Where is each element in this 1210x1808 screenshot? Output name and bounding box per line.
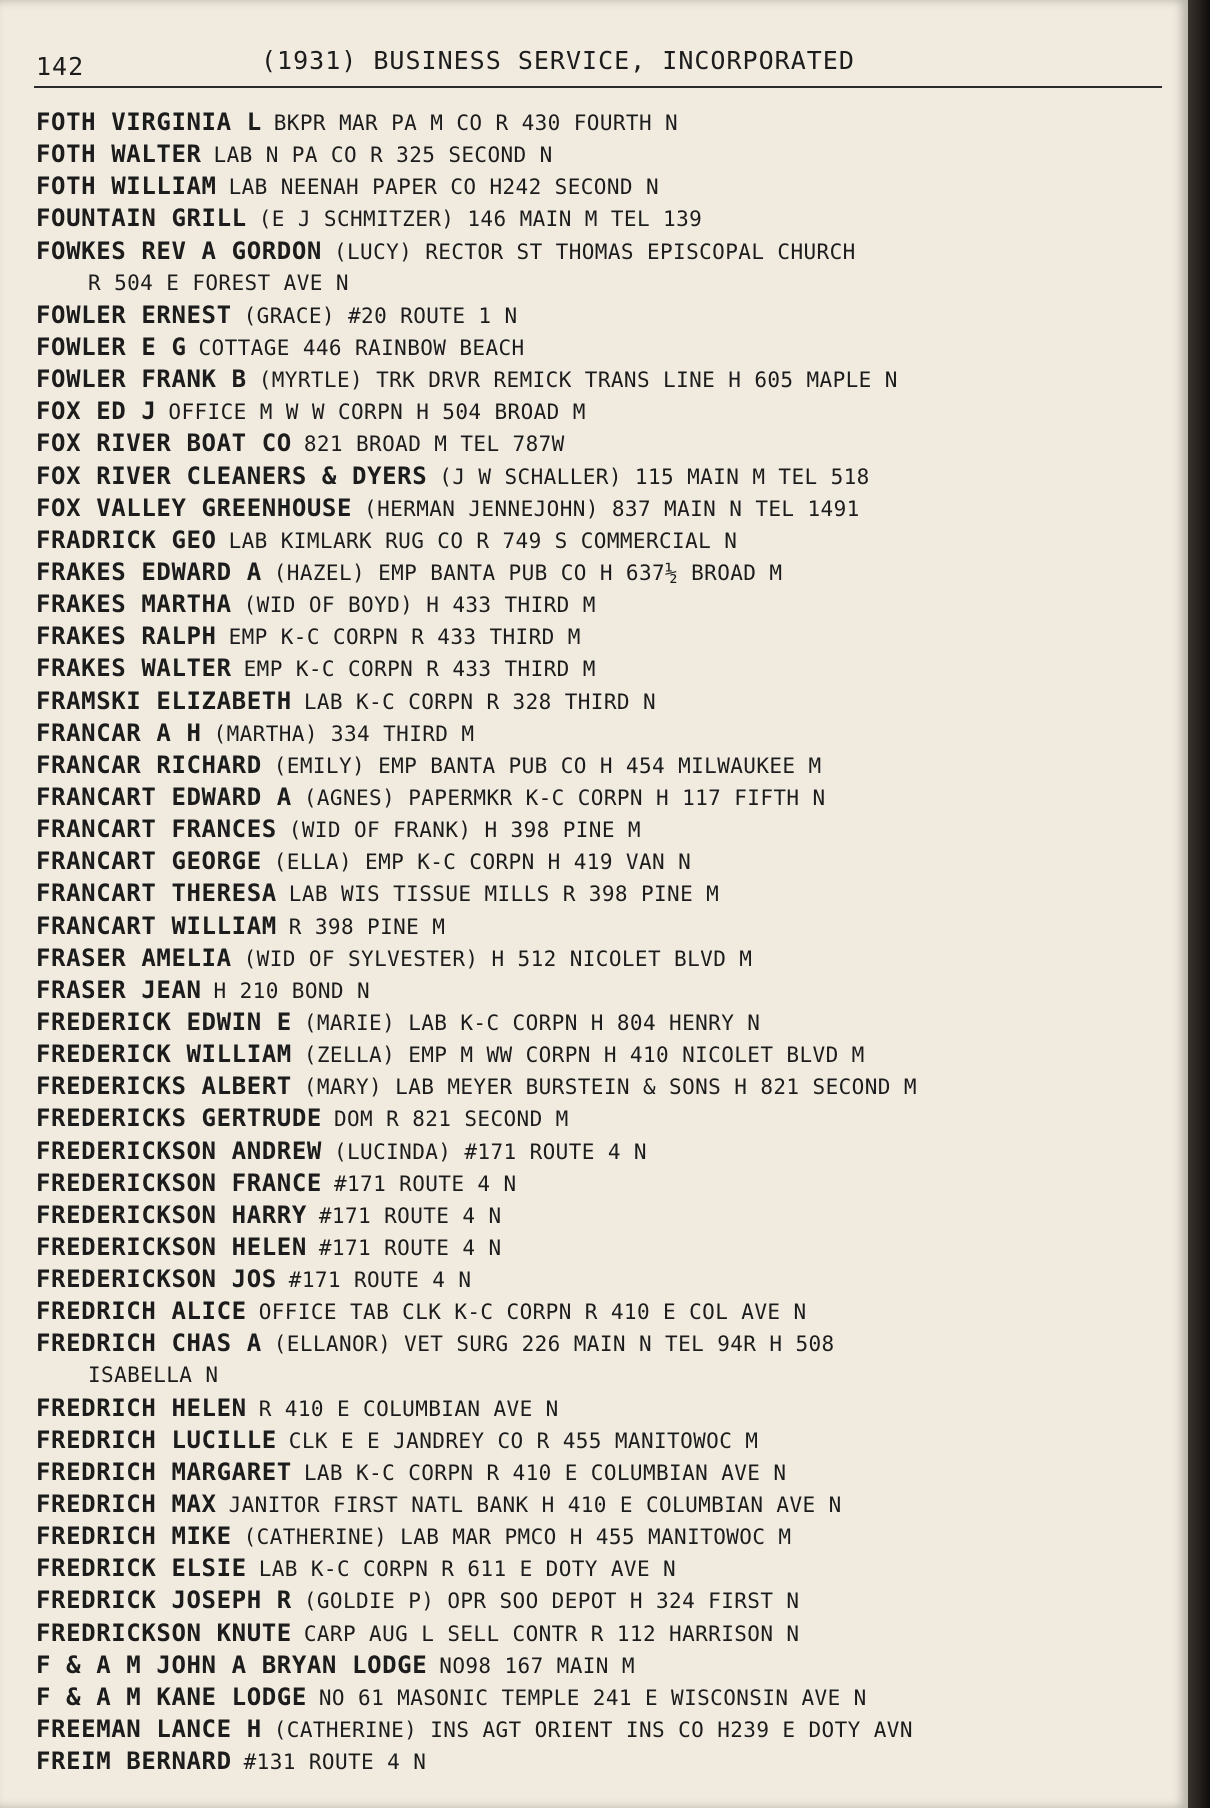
entry-detail: (J W SCHALLER) 115 MAIN M TEL 518 bbox=[439, 464, 870, 489]
book-gutter bbox=[1188, 0, 1210, 1808]
directory-entry bbox=[36, 1359, 1176, 1391]
entry-detail: (GOLDIE P) OPR SOO DEPOT H 324 FIRST N bbox=[303, 1589, 800, 1614]
directory-entry bbox=[36, 138, 1176, 170]
directory-entry bbox=[36, 1006, 1176, 1038]
entry-name: FREDRICH MARGARET bbox=[36, 1457, 292, 1486]
directory-entry bbox=[36, 395, 1176, 427]
entry-detail: R 398 PINE M bbox=[288, 914, 446, 939]
entry-name: FOX VALLEY GREENHOUSE bbox=[36, 493, 353, 522]
entry-detail: #171 ROUTE 4 N bbox=[318, 1203, 502, 1228]
entry-detail: DOM R 821 SECOND M bbox=[333, 1107, 569, 1132]
entry-name: FRANCAR A H bbox=[36, 718, 202, 747]
entry-name: FRAKES WALTER bbox=[36, 654, 232, 683]
entry-name: FOX RIVER CLEANERS & DYERS bbox=[36, 461, 428, 490]
entry-detail: OFFICE M W W CORPN H 504 BROAD M bbox=[168, 400, 586, 425]
entry-name: FREDRICH CHAS A bbox=[36, 1329, 262, 1358]
directory-entry bbox=[36, 877, 1176, 909]
directory-entry bbox=[36, 1488, 1176, 1520]
entry-detail: (WID OF SYLVESTER) H 512 NICOLET BLVD M bbox=[243, 946, 753, 971]
directory-entry bbox=[36, 1263, 1176, 1295]
directory-entry bbox=[36, 1456, 1176, 1488]
entry-name: FREDRICH ALICE bbox=[36, 1297, 247, 1326]
directory-entry bbox=[36, 106, 1176, 138]
entry-name: FRANCART WILLIAM bbox=[36, 911, 277, 940]
entry-name: FREDERICKSON HARRY bbox=[36, 1200, 307, 1229]
entry-name: FREDRICH HELEN bbox=[36, 1393, 247, 1422]
entry-name: FOUNTAIN GRILL bbox=[36, 204, 247, 233]
entry-detail: LAB KIMLARK RUG CO R 749 S COMMERCIAL N bbox=[228, 528, 738, 553]
directory-entry bbox=[36, 267, 1176, 299]
entry-detail: (MYRTLE) TRK DRVR REMICK TRANS LINE H 605 MAPLE N bbox=[258, 368, 898, 393]
entry-detail: (LUCINDA) #171 ROUTE 4 N bbox=[333, 1139, 647, 1164]
entry-detail: (ZELLA) EMP M WW CORPN H 410 NICOLET BLVD M bbox=[303, 1043, 865, 1068]
entry-detail: R 504 E FOREST AVE N bbox=[88, 270, 349, 295]
directory-entry bbox=[36, 1617, 1176, 1649]
entry-detail: (MARTHA) 334 THIRD M bbox=[213, 721, 475, 746]
directory-entry bbox=[36, 1038, 1176, 1070]
entry-detail: CLK E E JANDREY CO R 455 MANITOWOC M bbox=[288, 1428, 759, 1453]
entry-name: FRAMSKI ELIZABETH bbox=[36, 686, 292, 715]
entry-name: FRANCART GEORGE bbox=[36, 847, 262, 876]
entry-name: FREDERICKSON HELEN bbox=[36, 1232, 307, 1261]
directory-entry bbox=[36, 556, 1176, 588]
entry-name: FOWLER ERNEST bbox=[36, 300, 232, 329]
directory-entry bbox=[36, 1584, 1176, 1616]
entry-detail: LAB K-C CORPN R 611 E DOTY AVE N bbox=[258, 1557, 677, 1582]
entry-name: FRANCART EDWARD A bbox=[36, 782, 292, 811]
entry-detail: NO 61 MASONIC TEMPLE 241 E WISCONSIN AVE N bbox=[318, 1685, 867, 1710]
entry-detail: (WID OF FRANK) H 398 PINE M bbox=[288, 818, 641, 843]
entry-detail: R 410 E COLUMBIAN AVE N bbox=[258, 1396, 559, 1421]
directory-entry bbox=[36, 717, 1176, 749]
page-number: 142 bbox=[36, 52, 85, 81]
directory-entry bbox=[36, 299, 1176, 331]
entry-detail: LAB K-C CORPN R 410 E COLUMBIAN AVE N bbox=[303, 1460, 787, 1485]
page-header bbox=[36, 46, 1156, 84]
entry-detail: (AGNES) PAPERMKR K-C CORPN H 117 FIFTH N bbox=[303, 785, 826, 810]
entry-detail: CARP AUG L SELL CONTR R 112 HARRISON N bbox=[303, 1621, 800, 1646]
entry-name: FREDERICKS ALBERT bbox=[36, 1072, 292, 1101]
page-title: (1931) BUSINESS SERVICE, INCORPORATED bbox=[261, 46, 855, 75]
entry-name: FRAKES EDWARD A bbox=[36, 557, 262, 586]
entry-name: FRAKES RALPH bbox=[36, 622, 217, 651]
directory-entry bbox=[36, 588, 1176, 620]
entry-name: FOX ED J bbox=[36, 397, 157, 426]
directory-entry bbox=[36, 749, 1176, 781]
entry-name: FREDRICK JOSEPH R bbox=[36, 1586, 292, 1615]
directory-entry bbox=[36, 1102, 1176, 1134]
entry-name: FREDERICK EDWIN E bbox=[36, 1007, 292, 1036]
entry-detail: BKPR MAR PA M CO R 430 FOURTH N bbox=[273, 111, 679, 135]
directory-entry bbox=[36, 524, 1176, 556]
directory-entry bbox=[36, 331, 1176, 363]
entry-name: F & A M KANE LODGE bbox=[36, 1682, 307, 1711]
entry-detail: LAB WIS TISSUE MILLS R 398 PINE M bbox=[288, 882, 720, 907]
entry-detail: (HAZEL) EMP BANTA PUB CO H 637½ BROAD M bbox=[273, 560, 783, 585]
directory-entry bbox=[36, 813, 1176, 845]
entry-detail: (CATHERINE) INS AGT ORIENT INS CO H239 E DOTY AVN bbox=[273, 1718, 913, 1743]
entry-detail: LAB NEENAH PAPER CO H242 SECOND N bbox=[228, 175, 660, 200]
directory-entry bbox=[36, 427, 1176, 459]
directory-entry bbox=[36, 1070, 1176, 1102]
entry-detail: (E J SCHMITZER) 146 MAIN M TEL 139 bbox=[258, 207, 703, 232]
entry-name: FRASER JEAN bbox=[36, 975, 202, 1004]
entry-name: FRANCART THERESA bbox=[36, 879, 277, 908]
entry-detail: (MARY) LAB MEYER BURSTEIN & SONS H 821 SECOND M bbox=[303, 1075, 917, 1100]
entry-name: FREDRICKSON KNUTE bbox=[36, 1618, 292, 1647]
entry-detail: LAB N PA CO R 325 SECOND N bbox=[213, 143, 553, 168]
entry-detail: #171 ROUTE 4 N bbox=[333, 1171, 517, 1196]
entry-name: FREDERICK WILLIAM bbox=[36, 1040, 292, 1069]
entry-name: FREDRICH LUCILLE bbox=[36, 1425, 277, 1454]
entry-detail: (GRACE) #20 ROUTE 1 N bbox=[243, 303, 518, 328]
directory-entry bbox=[36, 1745, 1176, 1777]
entry-detail: #131 ROUTE 4 N bbox=[243, 1750, 427, 1775]
entry-name: FREDRICH MIKE bbox=[36, 1522, 232, 1551]
directory-entry bbox=[36, 974, 1176, 1006]
directory-entry bbox=[36, 1295, 1176, 1327]
directory-entry bbox=[36, 363, 1176, 395]
entry-detail: (CATHERINE) LAB MAR PMCO H 455 MANITOWOC M bbox=[243, 1525, 792, 1550]
entry-name: FOTH VIRGINIA L bbox=[36, 108, 262, 136]
directory-entry bbox=[36, 1135, 1176, 1167]
entry-name: FREDRICH MAX bbox=[36, 1490, 217, 1519]
entry-detail: (ELLANOR) VET SURG 226 MAIN N TEL 94R H 508 bbox=[273, 1332, 835, 1357]
entry-detail: (ELLA) EMP K-C CORPN H 419 VAN N bbox=[273, 850, 692, 875]
directory-entry bbox=[36, 460, 1176, 492]
entry-detail: #171 ROUTE 4 N bbox=[288, 1268, 472, 1293]
directory-entry bbox=[36, 781, 1176, 813]
entry-detail: NO98 167 MAIN M bbox=[439, 1653, 635, 1678]
entry-detail: H 210 BOND N bbox=[213, 978, 371, 1003]
directory-entry bbox=[36, 1520, 1176, 1552]
directory-entry bbox=[36, 845, 1176, 877]
directory-entry bbox=[36, 1649, 1176, 1681]
entry-name: FOTH WILLIAM bbox=[36, 172, 217, 201]
directory-entry bbox=[36, 202, 1176, 234]
directory-entry bbox=[36, 1681, 1176, 1713]
directory-entry bbox=[36, 1199, 1176, 1231]
directory-entry bbox=[36, 1167, 1176, 1199]
entry-detail: LAB K-C CORPN R 328 THIRD N bbox=[303, 689, 657, 714]
entry-detail: 821 BROAD M TEL 787W bbox=[303, 432, 565, 457]
directory-entry bbox=[36, 1552, 1176, 1584]
entry-detail: JANITOR FIRST NATL BANK H 410 E COLUMBIAN AVE N bbox=[228, 1493, 842, 1518]
entry-name: FRADRICK GEO bbox=[36, 525, 217, 554]
entry-detail: (MARIE) LAB K-C CORPN H 804 HENRY N bbox=[303, 1010, 761, 1035]
entry-detail: EMP K-C CORPN R 433 THIRD M bbox=[243, 657, 596, 682]
entry-name: FRANCART FRANCES bbox=[36, 815, 277, 844]
entry-name: FREEMAN LANCE H bbox=[36, 1715, 262, 1744]
entry-name: FRAKES MARTHA bbox=[36, 590, 232, 619]
header-rule bbox=[34, 86, 1162, 88]
directory-entry bbox=[36, 652, 1176, 684]
directory-entry bbox=[36, 1424, 1176, 1456]
entry-name: FREDERICKSON ANDREW bbox=[36, 1136, 322, 1165]
directory-entry bbox=[36, 942, 1176, 974]
entry-detail: COTTAGE 446 RAINBOW BEACH bbox=[198, 335, 525, 360]
entry-name: FOTH WALTER bbox=[36, 140, 202, 169]
directory-entry bbox=[36, 1392, 1176, 1424]
entry-name: FOWLER FRANK B bbox=[36, 365, 247, 394]
entry-name: FOX RIVER BOAT CO bbox=[36, 429, 292, 458]
entry-detail: ISABELLA N bbox=[88, 1363, 219, 1388]
entry-name: FOWLER E G bbox=[36, 332, 187, 361]
directory-entry bbox=[36, 235, 1176, 267]
directory-entry bbox=[36, 1713, 1176, 1745]
entry-detail: #171 ROUTE 4 N bbox=[318, 1235, 502, 1260]
entry-name: FREIM BERNARD bbox=[36, 1747, 232, 1776]
entry-detail: (WID OF BOYD) H 433 THIRD M bbox=[243, 593, 596, 618]
entry-name: FREDERICKSON FRANCE bbox=[36, 1168, 322, 1197]
entry-detail: OFFICE TAB CLK K-C CORPN R 410 E COL AVE N bbox=[258, 1300, 807, 1325]
entry-detail: (HERMAN JENNEJOHN) 837 MAIN N TEL 1491 bbox=[364, 496, 860, 521]
entry-name: FOWKES REV A GORDON bbox=[36, 236, 322, 265]
entry-name: FREDERICKS GERTRUDE bbox=[36, 1104, 322, 1133]
directory-entries bbox=[36, 106, 1176, 1777]
entry-name: FREDRICK ELSIE bbox=[36, 1554, 247, 1583]
directory-entry bbox=[36, 1327, 1176, 1359]
directory-entry bbox=[36, 492, 1176, 524]
directory-entry bbox=[36, 685, 1176, 717]
entry-detail: EMP K-C CORPN R 433 THIRD M bbox=[228, 625, 581, 650]
entry-detail: (LUCY) RECTOR ST THOMAS EPISCOPAL CHURCH bbox=[333, 239, 856, 264]
entry-name: FRANCAR RICHARD bbox=[36, 750, 262, 779]
entry-detail: (EMILY) EMP BANTA PUB CO H 454 MILWAUKEE M bbox=[273, 753, 822, 778]
directory-entry bbox=[36, 1231, 1176, 1263]
directory-entry bbox=[36, 620, 1176, 652]
directory-entry bbox=[36, 910, 1176, 942]
entry-name: FREDERICKSON JOS bbox=[36, 1265, 277, 1294]
directory-entry bbox=[36, 170, 1176, 202]
entry-name: FRASER AMELIA bbox=[36, 943, 232, 972]
entry-name: F & A M JOHN A BRYAN LODGE bbox=[36, 1650, 428, 1679]
